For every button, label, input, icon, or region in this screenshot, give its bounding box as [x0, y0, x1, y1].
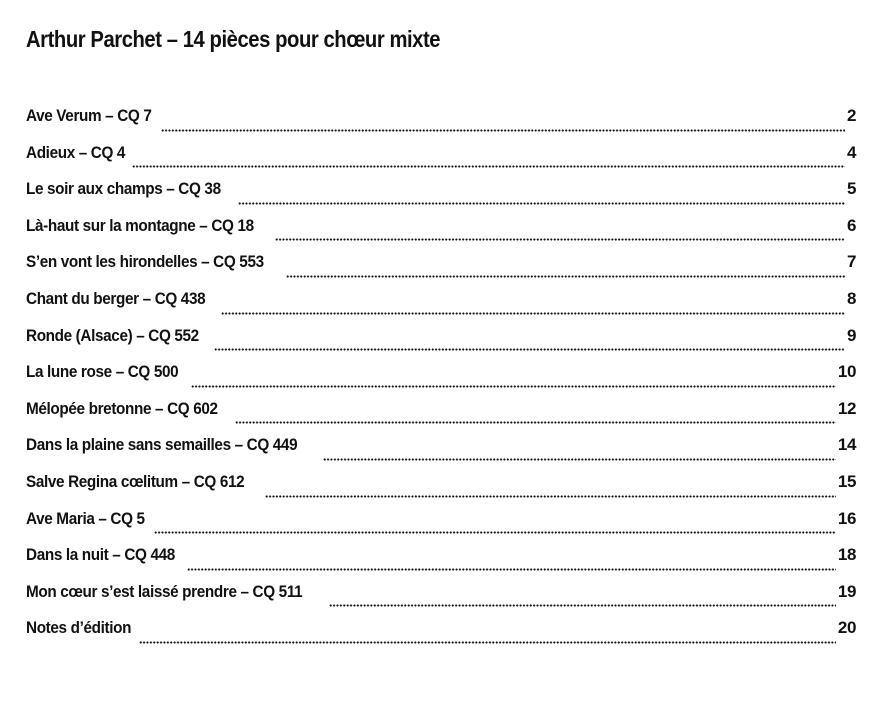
dot-leader	[323, 449, 836, 461]
toc-page-number: 4	[846, 142, 856, 162]
dot-leader	[187, 559, 835, 571]
toc-entry-title: La lune rose – CQ 500	[26, 362, 179, 382]
dot-leader	[154, 522, 836, 534]
toc-page-number: 19	[837, 581, 856, 601]
toc-entry[interactable]	[26, 143, 856, 180]
toc-entry[interactable]	[26, 106, 856, 143]
toc-entry-title: Dans la plaine sans semailles – CQ 449	[26, 435, 298, 455]
dot-leader	[191, 376, 836, 388]
toc-page-number: 9	[846, 325, 856, 345]
dot-leader	[221, 303, 845, 315]
dot-leader	[161, 120, 845, 132]
toc-entry[interactable]	[26, 252, 856, 289]
toc-page-number: 15	[837, 471, 856, 491]
toc-entry-title: Notes d’édition	[26, 618, 132, 638]
toc-entry[interactable]	[26, 179, 856, 216]
dot-leader	[238, 193, 845, 205]
toc-page-number: 7	[846, 252, 856, 272]
toc-page-number: 5	[846, 179, 856, 199]
toc-entry[interactable]	[26, 472, 856, 509]
toc-entry-title: Mélopée bretonne – CQ 602	[26, 398, 218, 418]
toc-entry[interactable]	[26, 362, 856, 399]
toc-page-number: 18	[837, 545, 856, 565]
dot-leader	[235, 412, 836, 424]
toc-entry[interactable]	[26, 326, 856, 363]
dot-leader	[275, 229, 845, 241]
toc-entry[interactable]	[26, 618, 856, 655]
toc-entry-title: Le soir aux champs – CQ 38	[26, 179, 221, 199]
toc-entry[interactable]	[26, 435, 856, 472]
toc-entry-title: Salve Regina cœlitum – CQ 612	[26, 471, 245, 491]
document-title: Arthur Parchet – 14 pièces pour chœur mixte	[26, 26, 441, 52]
dot-leader	[329, 595, 836, 607]
toc-entry-title: Dans la nuit – CQ 448	[26, 545, 175, 565]
toc-entry[interactable]	[26, 289, 856, 326]
dot-leader	[265, 486, 836, 498]
toc-page-number: 20	[837, 618, 856, 638]
toc-entry-title: Adieux – CQ 4	[26, 142, 126, 162]
toc-entry[interactable]	[26, 509, 856, 546]
dot-leader	[139, 632, 836, 644]
toc-page-number: 14	[837, 435, 856, 455]
toc-entry-title: S’en vont les hirondelles – CQ 553	[26, 252, 264, 272]
toc-page-number: 8	[846, 288, 856, 308]
toc-entry-title: Chant du berger – CQ 438	[26, 288, 206, 308]
toc-entry-title: Là-haut sur la montagne – CQ 18	[26, 215, 254, 235]
toc-page-number: 16	[837, 508, 856, 528]
toc-entry[interactable]	[26, 399, 856, 436]
toc-entry-title: Ave Maria – CQ 5	[26, 508, 145, 528]
toc-entry[interactable]	[26, 582, 856, 619]
table-of-contents	[26, 106, 856, 655]
toc-entry[interactable]	[26, 216, 856, 253]
dot-leader	[214, 339, 845, 351]
dot-leader	[286, 266, 845, 278]
toc-page-number: 2	[846, 106, 856, 125]
toc-entry-title: Mon cœur s’est laissé prendre – CQ 511	[26, 581, 303, 601]
toc-entry-title: Ave Verum – CQ 7	[26, 106, 152, 125]
toc-page-number: 6	[846, 215, 856, 235]
toc-page-number: 10	[837, 362, 856, 382]
toc-entry[interactable]	[26, 545, 856, 582]
toc-page-number: 12	[837, 398, 856, 418]
toc-entry-title: Ronde (Alsace) – CQ 552	[26, 325, 199, 345]
dot-leader	[132, 156, 845, 168]
